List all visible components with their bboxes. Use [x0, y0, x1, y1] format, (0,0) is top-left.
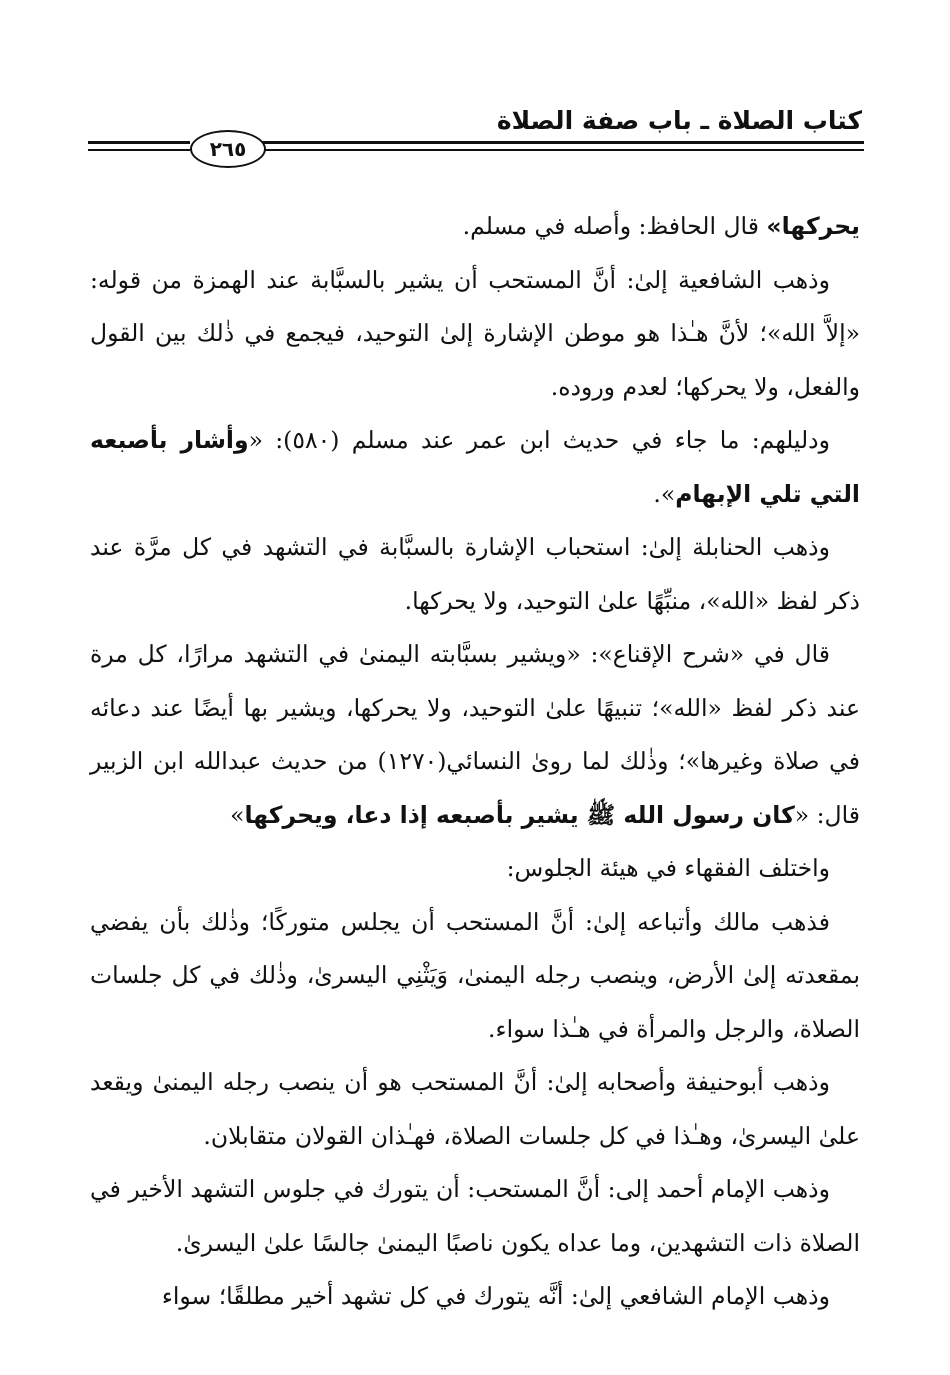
paragraph [90, 254, 860, 415]
paragraph [90, 628, 860, 842]
header-rule-right-bottom [262, 149, 864, 151]
paragraph-text: قال في «شرح الإقناع»: «ويشير بسبَّابته اليمنىٰ في التشهد مرارًا، كل مرة عند ذكر لفظ «الله»؛ تنبيهًا علىٰ التوحيد، ولا يحركها، ويشير بها أيضًا عند دعائه في صلاة وغيرها»؛ وذٰلك لما روىٰ النسائي(١٢٧٠) من حديث عبدالله ابن الزبير قال: « [90, 640, 860, 829]
paragraph-bold-lead: يحركها» [766, 212, 860, 240]
paragraph [90, 200, 860, 254]
paragraph-text: واختلف الفقهاء في هيئة الجلوس: [506, 854, 830, 882]
hadith-quote: كان رسول الله ﷺ يشير بأصبعه إذا دعا، ويحركها [244, 800, 795, 829]
paragraph [90, 1056, 860, 1163]
header-rule-left-bottom [88, 149, 190, 151]
paragraph-text: ودليلهم: ما جاء في حديث ابن عمر عند مسلم (٥٨٠): « [248, 426, 830, 454]
paragraph [90, 521, 860, 628]
paragraph [90, 1163, 860, 1270]
hadith-quote: وأشار بأصبعه التي تلي الإبهام [90, 426, 860, 508]
paragraph-text-after: ». [653, 479, 676, 508]
paragraph-text: وذهب الإمام الشافعي إلىٰ: أنَّه يتورك في كل تشهد أخير مطلقًا؛ سواء [161, 1282, 830, 1310]
header-rule-right-top [262, 141, 864, 144]
paragraph-text: قال الحافظ: وأصله في مسلم. [462, 212, 767, 240]
paragraph [90, 896, 860, 1057]
paragraph-text: وذهب الإمام أحمد إلى: أنَّ المستحب: أن يتورك في جلوس التشهد الأخير في الصلاة ذات التشهدين، وما عداه يكون ناصبًا اليمنىٰ جالسًا علىٰ اليسرىٰ. [90, 1175, 860, 1257]
page-number: ٢٦٥ [190, 130, 266, 168]
paragraph-text: وذهب الحنابلة إلىٰ: استحباب الإشارة بالسبَّابة في التشهد في كل مرَّة عند ذكر لفظ «الله»، منبِّهًا علىٰ التوحيد، ولا يحركها. [90, 533, 860, 615]
body-text [90, 200, 860, 1324]
header-rule-left-top [88, 141, 190, 144]
paragraph [90, 842, 860, 896]
paragraph-text: وذهب الشافعية إلىٰ: أنَّ المستحب أن يشير بالسبَّابة عند الهمزة من قوله: «إلاَّ الله»؛ لأنَّ هـٰذا هو موطن الإشارة إلىٰ التوحيد، فيجمع في ذٰلك بين القول والفعل، ولا يحركها؛ لعدم وروده. [90, 265, 860, 401]
paragraph-text: وذهب أبوحنيفة وأصحابه إلىٰ: أنَّ المستحب هو أن ينصب رجله اليمنىٰ ويقعد علىٰ اليسرىٰ، وهـٰذا في كل جلسات الصلاة، فهـٰذان القولان متقابلان. [90, 1068, 860, 1150]
paragraph [90, 1270, 860, 1324]
running-header-title: كتاب الصلاة ـ باب صفة الصلاة [496, 106, 862, 135]
paragraph-text: فذهب مالك وأتباعه إلىٰ: أنَّ المستحب أن يجلس متوركًا؛ وذٰلك بأن يفضي بمقعدته إلىٰ الأرض، وينصب رجله اليمنىٰ، وَيَثْنِي اليسرىٰ، وذٰلك في كل جلسات الصلاة، والرجل والمرأة في هـٰذا سواء. [90, 907, 860, 1043]
paragraph-text-after: » [230, 800, 245, 829]
paragraph [90, 414, 860, 521]
